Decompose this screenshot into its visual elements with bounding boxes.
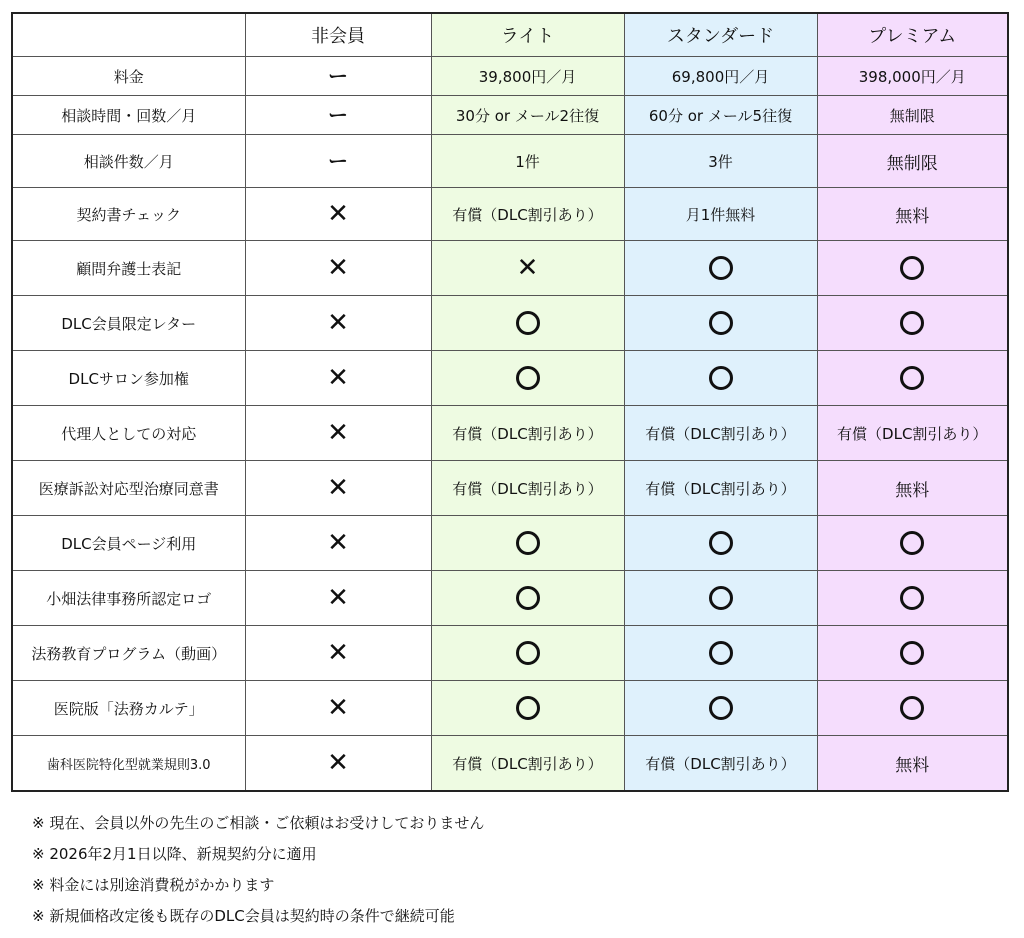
value-cell: 月1件無料 <box>624 188 817 241</box>
row-label: 代理人としての対応 <box>12 406 245 461</box>
table-row <box>12 135 1008 188</box>
cross-mark-icon: ✕ <box>327 418 349 448</box>
available-cell <box>817 516 1008 571</box>
table-row <box>12 516 1008 571</box>
available-cell <box>431 681 624 736</box>
row-label: 法務教育プログラム（動画） <box>12 626 245 681</box>
cross-mark-icon: ✕ <box>327 473 349 503</box>
cross-mark-icon: ✕ <box>327 528 349 558</box>
plan-comparison-table <box>11 12 1009 792</box>
available-cell <box>817 351 1008 406</box>
circle-mark-icon <box>516 641 540 665</box>
circle-mark-icon <box>516 311 540 335</box>
unavailable-cell <box>245 681 431 736</box>
circle-mark-icon <box>516 586 540 610</box>
row-label: 契約書チェック <box>12 188 245 241</box>
row-label: 相談時間・回数／月 <box>12 96 245 135</box>
available-cell <box>624 241 817 296</box>
cross-mark-icon: ✕ <box>327 363 349 393</box>
circle-mark-icon <box>516 366 540 390</box>
value-cell: 有償（DLC割引あり） <box>431 406 624 461</box>
table-row <box>12 57 1008 96</box>
table-row <box>12 241 1008 296</box>
dash-mark-icon: ー <box>328 102 348 127</box>
value-cell: 有償（DLC割引あり） <box>624 406 817 461</box>
not-applicable-cell <box>245 135 431 188</box>
table-row <box>12 188 1008 241</box>
value-cell: 有償（DLC割引あり） <box>431 188 624 241</box>
header-row <box>12 13 1008 57</box>
available-cell <box>624 681 817 736</box>
value-cell: 1件 <box>431 135 624 188</box>
available-cell <box>624 626 817 681</box>
unavailable-cell <box>245 241 431 296</box>
value-cell: 有償（DLC割引あり） <box>817 406 1008 461</box>
plan-comparison-table-wrapper <box>11 12 1007 792</box>
value-cell: 有償（DLC割引あり） <box>431 736 624 792</box>
unavailable-cell <box>245 736 431 792</box>
circle-mark-icon <box>709 586 733 610</box>
header-premium: プレミアム <box>817 13 1008 57</box>
circle-mark-icon <box>709 641 733 665</box>
footnote: ※ 現在、会員以外の先生のご相談・ご依頼はお受けしておりません <box>32 814 485 832</box>
unavailable-cell <box>245 516 431 571</box>
circle-mark-icon <box>516 531 540 555</box>
row-label: 相談件数／月 <box>12 135 245 188</box>
available-cell <box>624 351 817 406</box>
table-row <box>12 626 1008 681</box>
header-non-member: 非会員 <box>245 13 431 57</box>
value-cell: 無制限 <box>817 96 1008 135</box>
circle-mark-icon <box>900 531 924 555</box>
value-cell: 3件 <box>624 135 817 188</box>
cross-mark-icon: ✕ <box>327 253 349 283</box>
value-cell: 有償（DLC割引あり） <box>624 461 817 516</box>
table-row <box>12 351 1008 406</box>
circle-mark-icon <box>709 256 733 280</box>
available-cell <box>817 571 1008 626</box>
available-cell <box>431 516 624 571</box>
dash-mark-icon: ー <box>328 63 348 88</box>
value-cell: 無料 <box>817 188 1008 241</box>
row-label: 小畑法律事務所認定ロゴ <box>12 571 245 626</box>
circle-mark-icon <box>900 366 924 390</box>
available-cell <box>817 296 1008 351</box>
available-cell <box>817 626 1008 681</box>
cross-mark-icon: ✕ <box>516 253 539 283</box>
available-cell <box>624 571 817 626</box>
cross-mark-icon: ✕ <box>327 748 349 778</box>
table-row <box>12 736 1008 792</box>
circle-mark-icon <box>900 311 924 335</box>
value-cell: 無料 <box>817 736 1008 792</box>
header-blank-cell <box>12 13 245 57</box>
value-cell: 無制限 <box>817 135 1008 188</box>
dash-mark-icon: ー <box>328 148 348 173</box>
circle-mark-icon <box>709 366 733 390</box>
available-cell <box>431 626 624 681</box>
value-cell: 69,800円／月 <box>624 57 817 96</box>
value-cell: 39,800円／月 <box>431 57 624 96</box>
value-cell: 60分 or メール5往復 <box>624 96 817 135</box>
available-cell <box>431 571 624 626</box>
cross-mark-icon: ✕ <box>327 638 349 668</box>
circle-mark-icon <box>709 531 733 555</box>
unavailable-cell <box>431 241 624 296</box>
circle-mark-icon <box>900 586 924 610</box>
table-row <box>12 571 1008 626</box>
unavailable-cell <box>245 296 431 351</box>
available-cell <box>624 516 817 571</box>
row-label: 医院版「法務カルテ」 <box>12 681 245 736</box>
circle-mark-icon <box>709 696 733 720</box>
circle-mark-icon <box>900 256 924 280</box>
table-row <box>12 96 1008 135</box>
available-cell <box>624 296 817 351</box>
row-label: 歯科医院特化型就業規則3.0 <box>12 736 245 792</box>
unavailable-cell <box>245 406 431 461</box>
value-cell: 有償（DLC割引あり） <box>624 736 817 792</box>
available-cell <box>431 296 624 351</box>
row-label: 医療訴訟対応型治療同意書 <box>12 461 245 516</box>
table-row <box>12 296 1008 351</box>
value-cell: 有償（DLC割引あり） <box>431 461 624 516</box>
footnote: ※ 新規価格改定後も既存のDLC会員は契約時の条件で継続可能 <box>32 907 455 925</box>
not-applicable-cell <box>245 96 431 135</box>
unavailable-cell <box>245 188 431 241</box>
unavailable-cell <box>245 351 431 406</box>
row-label: DLCサロン参加権 <box>12 351 245 406</box>
circle-mark-icon <box>516 696 540 720</box>
row-label: DLC会員限定レター <box>12 296 245 351</box>
table-body <box>12 57 1008 792</box>
available-cell <box>817 241 1008 296</box>
circle-mark-icon <box>900 696 924 720</box>
cross-mark-icon: ✕ <box>327 693 349 723</box>
table-row <box>12 681 1008 736</box>
not-applicable-cell <box>245 57 431 96</box>
unavailable-cell <box>245 461 431 516</box>
available-cell <box>817 681 1008 736</box>
header-lite: ライト <box>431 13 624 57</box>
cross-mark-icon: ✕ <box>327 199 349 229</box>
circle-mark-icon <box>709 311 733 335</box>
row-label: DLC会員ページ利用 <box>12 516 245 571</box>
footnotes <box>32 808 484 932</box>
circle-mark-icon <box>900 641 924 665</box>
footnote: ※ 料金には別途消費税がかかります <box>32 876 275 894</box>
table-row <box>12 406 1008 461</box>
available-cell <box>431 351 624 406</box>
footnote: ※ 2026年2月1日以降、新規契約分に適用 <box>32 845 317 863</box>
unavailable-cell <box>245 571 431 626</box>
table-row <box>12 461 1008 516</box>
value-cell: 無料 <box>817 461 1008 516</box>
cross-mark-icon: ✕ <box>327 308 349 338</box>
value-cell: 30分 or メール2往復 <box>431 96 624 135</box>
row-label: 料金 <box>12 57 245 96</box>
cross-mark-icon: ✕ <box>327 583 349 613</box>
value-cell: 398,000円／月 <box>817 57 1008 96</box>
header-standard: スタンダード <box>624 13 817 57</box>
row-label: 顧問弁護士表記 <box>12 241 245 296</box>
unavailable-cell <box>245 626 431 681</box>
